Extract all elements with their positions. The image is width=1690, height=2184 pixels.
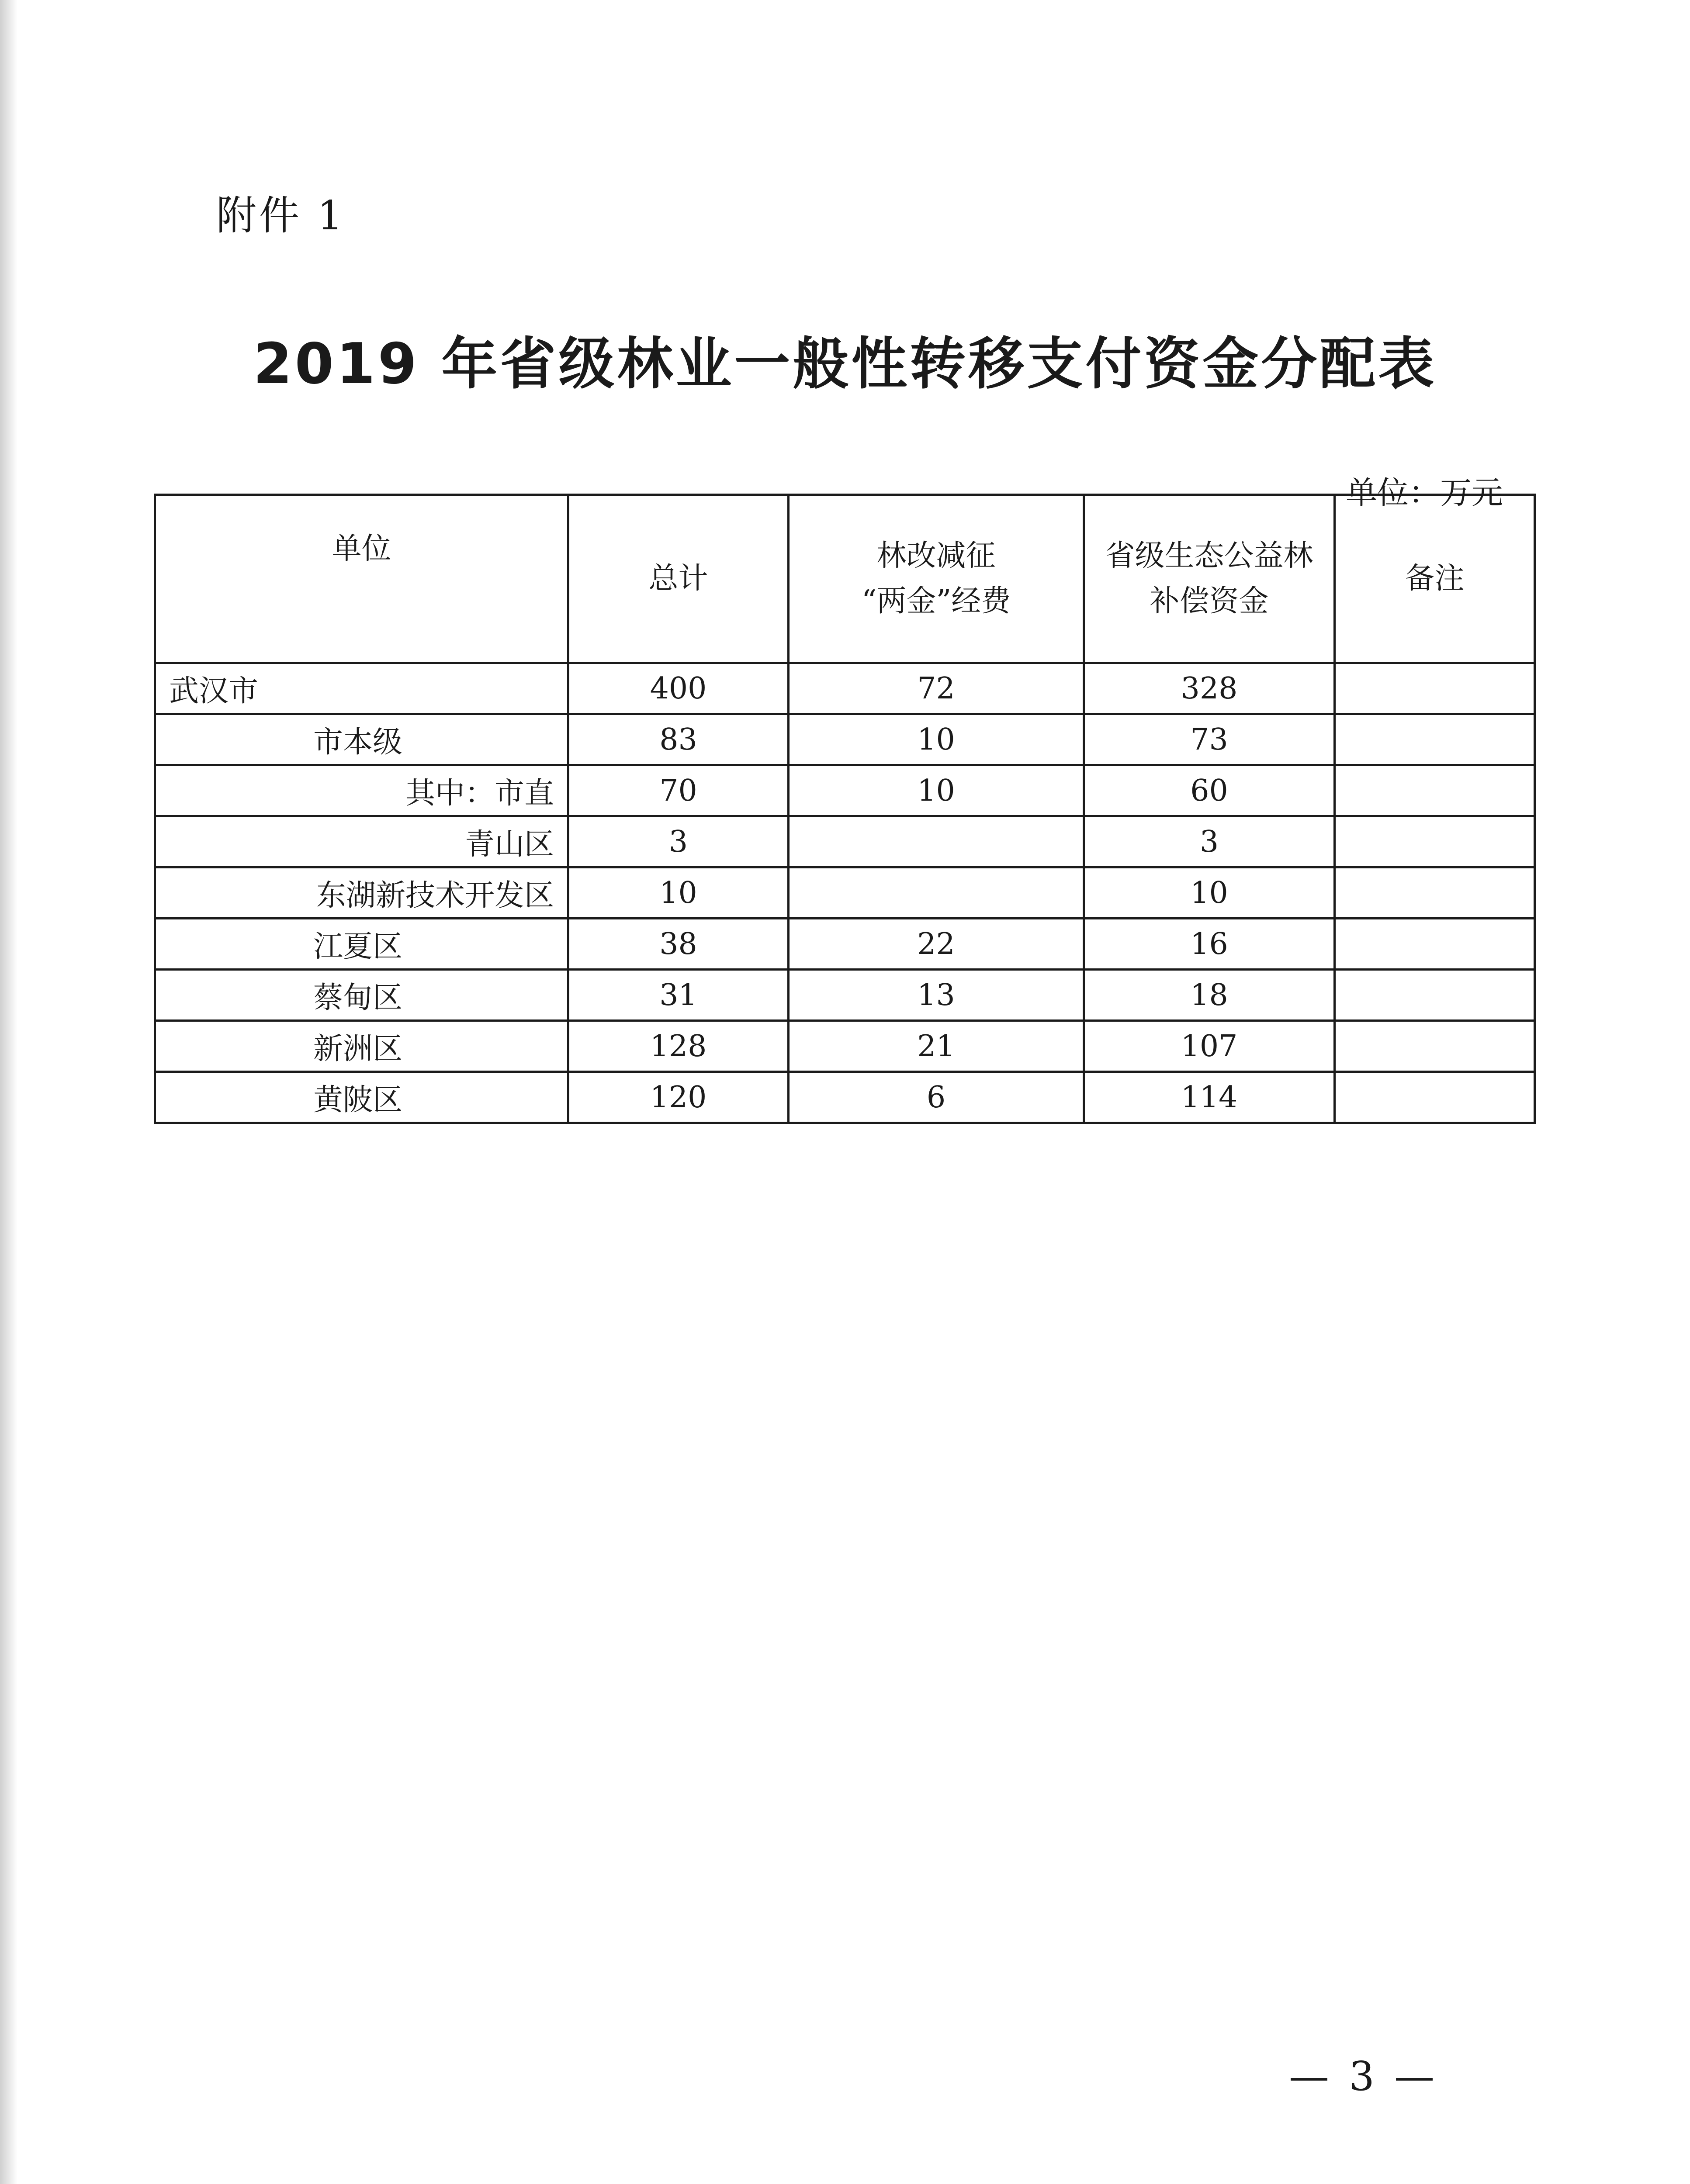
row-total: 10 — [568, 867, 789, 919]
header-forest-reform-line2: “两金”经费 — [861, 584, 1011, 619]
row-unit-name: 黄陂区 — [155, 1072, 568, 1123]
row-total: 120 — [568, 1072, 789, 1123]
row-unit-name: 东湖新技术开发区 — [155, 867, 568, 919]
header-eco-forest-line1: 省级生态公益林 — [1105, 539, 1313, 573]
page-number: — 3 — — [1289, 2053, 1438, 2100]
row-unit-name: 江夏区 — [155, 919, 568, 970]
row-remarks — [1335, 714, 1535, 765]
row-total: 31 — [568, 970, 789, 1021]
row-eco: 107 — [1084, 1021, 1335, 1072]
row-unit-name: 其中：市直 — [155, 765, 568, 816]
table-row — [155, 765, 1535, 816]
row-remarks — [1335, 663, 1535, 714]
table-row — [155, 867, 1535, 919]
table-row — [155, 919, 1535, 970]
row-reform: 10 — [789, 765, 1084, 816]
table-row — [155, 970, 1535, 1021]
table-row — [155, 816, 1535, 867]
row-total: 38 — [568, 919, 789, 970]
row-total: 83 — [568, 714, 789, 765]
row-remarks — [1335, 816, 1535, 867]
document-title: 2019 年省级林业一般性转移支付资金分配表 — [253, 332, 1437, 397]
row-remarks — [1335, 970, 1535, 1021]
header-eco-forest — [1084, 495, 1335, 663]
unit-label: 单位：万元 — [1346, 474, 1503, 511]
row-unit-name: 青山区 — [155, 816, 568, 867]
row-unit-name: 市本级 — [155, 714, 568, 765]
header-eco-forest-line2: 补偿资金 — [1150, 584, 1269, 619]
row-reform: 22 — [789, 919, 1084, 970]
row-eco: 16 — [1084, 919, 1335, 970]
table-row — [155, 663, 1535, 714]
row-reform: 13 — [789, 970, 1084, 1021]
row-unit-name: 武汉市 — [155, 663, 568, 714]
row-eco: 328 — [1084, 663, 1335, 714]
table-header-row — [155, 495, 1535, 663]
row-eco: 73 — [1084, 714, 1335, 765]
row-remarks — [1335, 867, 1535, 919]
row-eco: 18 — [1084, 970, 1335, 1021]
row-remarks — [1335, 919, 1535, 970]
row-unit-name: 蔡甸区 — [155, 970, 568, 1021]
row-reform: 10 — [789, 714, 1084, 765]
row-eco: 60 — [1084, 765, 1335, 816]
row-reform: 6 — [789, 1072, 1084, 1123]
row-eco: 114 — [1084, 1072, 1335, 1123]
header-forest-reform-line1: 林改减征 — [876, 539, 996, 573]
row-remarks — [1335, 765, 1535, 816]
row-unit-name: 新洲区 — [155, 1021, 568, 1072]
row-total: 3 — [568, 816, 789, 867]
row-total: 400 — [568, 663, 789, 714]
header-unit: 单位 — [155, 495, 568, 663]
table-row — [155, 1021, 1535, 1072]
row-remarks — [1335, 1072, 1535, 1123]
row-eco: 3 — [1084, 816, 1335, 867]
row-reform: 72 — [789, 663, 1084, 714]
allocation-table — [154, 494, 1536, 1124]
header-remarks: 备注 — [1335, 495, 1535, 663]
table-row — [155, 714, 1535, 765]
header-forest-reform — [789, 495, 1084, 663]
row-eco: 10 — [1084, 867, 1335, 919]
row-total: 128 — [568, 1021, 789, 1072]
table-row — [155, 1072, 1535, 1123]
header-total: 总计 — [568, 495, 789, 663]
row-total: 70 — [568, 765, 789, 816]
attachment-label: 附件 1 — [216, 192, 346, 239]
row-remarks — [1335, 1021, 1535, 1072]
row-reform: 21 — [789, 1021, 1084, 1072]
row-reform — [789, 867, 1084, 919]
row-reform — [789, 816, 1084, 867]
